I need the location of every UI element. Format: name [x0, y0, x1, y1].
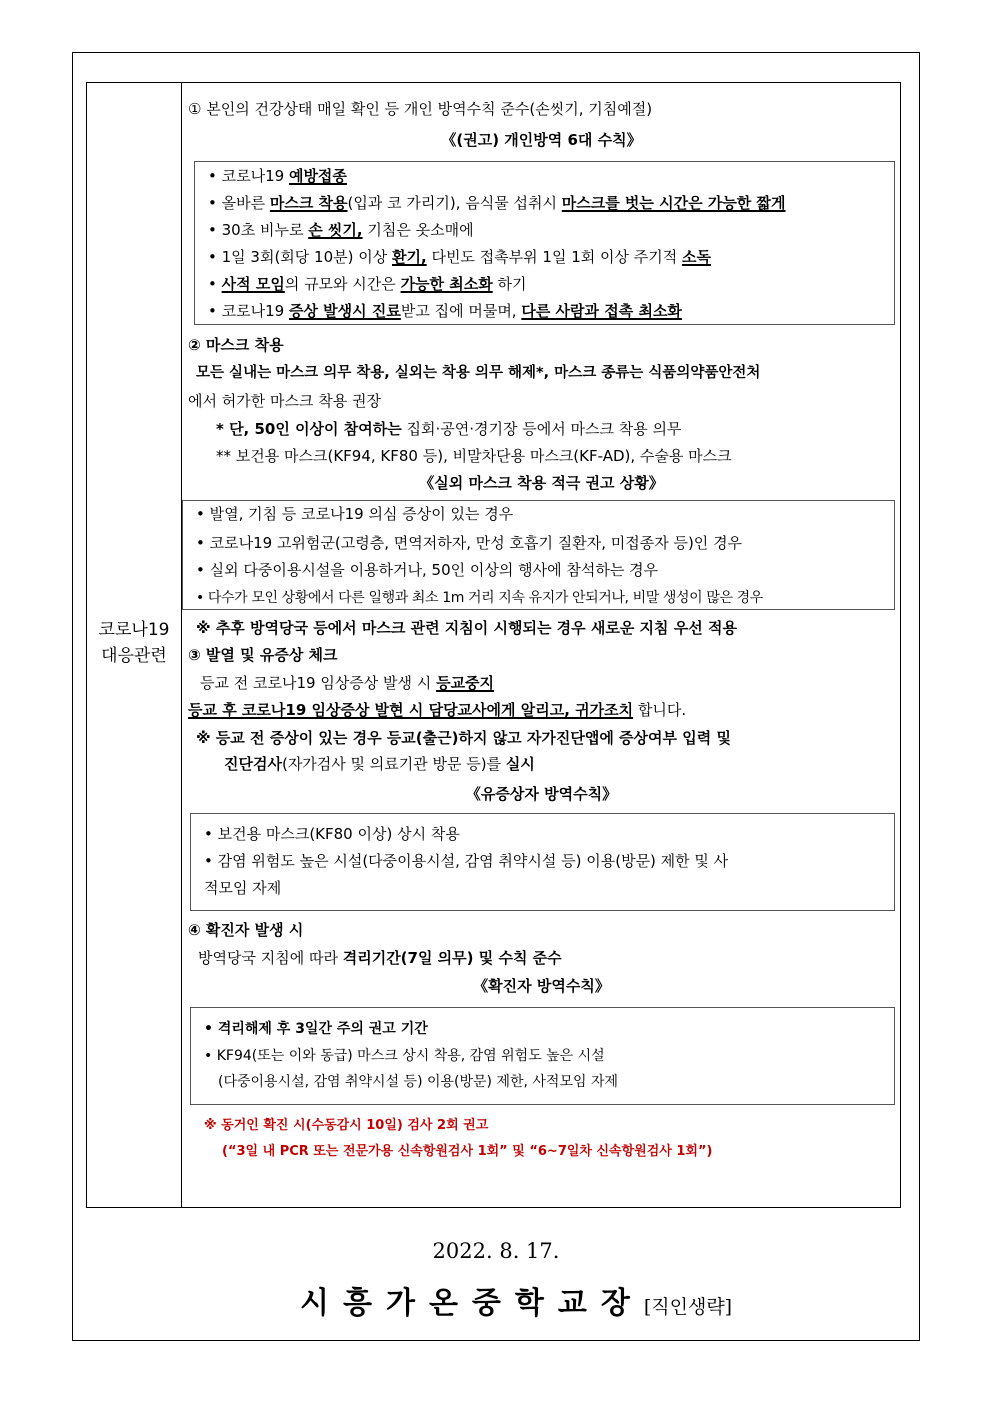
s3-note-line2: 진단검사(자가검사 및 의료기관 방문 등)를 실시 [224, 755, 535, 773]
issue-date: 2022. 8. 17. [432, 1239, 560, 1263]
confirmed-rule: • 격리해제 후 3일간 주의 권고 기간 [204, 1021, 428, 1037]
rule-handwash: • 30초 비누로 손 씻기, 기침은 옷소매에 [208, 221, 474, 239]
confirmed-rule: • KF94(또는 이와 동급) 마스크 상시 착용, 감염 위험도 높은 시설 [204, 1048, 605, 1064]
seal-omitted: [직인생략] [643, 1296, 733, 1318]
rule-symptoms: • 코로나19 증상 발생시 진료받고 집에 머물며, 다른 사람과 접촉 최소화 [208, 302, 682, 320]
s2-paragraph-line2: 에서 허가한 마스크 착용 권장 [188, 392, 381, 410]
s3-subtitle: 《유증상자 방역수칙》 [465, 785, 618, 803]
column-divider [181, 82, 182, 1208]
s4-red-note-line1: ※ 동거인 확진 시(수동감시 10일) 검사 2회 권고 [204, 1118, 489, 1133]
s3-line1: 등교 전 코로나19 임상증상 발생 시 등교중지 [200, 674, 495, 692]
s2-note1: * 단, 50인 이상이 참여하는 집회·공연·경기장 등에서 마스크 착용 의무 [216, 420, 682, 438]
situation-item: • 발열, 기침 등 코로나19 의심 증상이 있는 경우 [196, 505, 514, 523]
s3-title: ③ 발열 및 유증상 체크 [188, 646, 338, 664]
s2-title: ② 마스크 착용 [188, 336, 284, 354]
s2-paragraph-line1: 모든 실내는 마스크 의무 착용, 실외는 착용 의무 해제*, 마스크 종류는 식품의약품안전처 [196, 365, 761, 381]
s4-subtitle: 《확진자 방역수칙》 [473, 977, 610, 995]
s4-red-note-line2: (“3일 내 PCR 또는 전문가용 신속항원검사 1회” 및 “6~7일차 신속항원검사 1회”) [222, 1144, 713, 1159]
rule-mask: • 올바른 마스크 착용(입과 코 가리기), 음식물 섭취시 마스크를 벗는 시간은 가능한 짧게 [208, 194, 786, 212]
s4-title: ④ 확진자 발생 시 [188, 921, 304, 939]
s2-note2: ** 보건용 마스크(KF94, KF80 등), 비말차단용 마스크(KF-AD), 수술용 마스크 [216, 447, 732, 465]
s2-notice: ※ 추후 방역당국 등에서 마스크 관련 지침이 시행되는 경우 새로운 지침 우선 적용 [196, 619, 737, 637]
rule-gathering: • 사적 모임의 규모와 시간은 가능한 최소화 하기 [208, 275, 527, 293]
rule-ventilation: • 1일 3회(회당 10분) 이상 환기, 다빈도 접촉부위 1일 1회 이상 주기적 소독 [208, 248, 711, 266]
category-label [87, 617, 181, 669]
s1-title: ① 본인의 건강상태 매일 확인 등 개인 방역수칙 준수(손씻기, 기침예절) [188, 100, 653, 118]
s3-line2: 등교 후 코로나19 임상증상 발현 시 담당교사에게 알리고, 귀가조치 합니다. [188, 701, 687, 719]
category-label-line2: 대응관련 [101, 646, 167, 666]
category-label-line1: 코로나19 [98, 620, 170, 640]
rule-vaccination: • 코로나19 예방접종 [208, 167, 347, 185]
signature [300, 1278, 732, 1322]
situation-item: • 실외 다중이용시설을 이용하거나, 50인 이상의 행사에 참석하는 경우 [196, 561, 659, 579]
s4-line1: 방역당국 지침에 따라 격리기간(7일 의무) 및 수칙 준수 [198, 949, 562, 967]
s3-note-line1: ※ 등교 전 증상이 있는 경우 등교(출근)하지 않고 자가진단앱에 증상여부 입력 및 [196, 729, 731, 747]
symptom-rule: • 보건용 마스크(KF80 이상) 상시 착용 [204, 825, 460, 843]
symptom-rule: 적모임 자제 [204, 879, 282, 897]
confirmed-rule: (다중이용시설, 감염 취약시설 등) 이용(방문) 제한, 사적모임 자제 [218, 1074, 618, 1090]
situation-item: • 코로나19 고위험군(고령층, 면역저하자, 만성 호흡기 질환자, 미접종자 등)인 경우 [196, 534, 743, 552]
school-principal: 시흥가온중학교장 [300, 1286, 644, 1321]
s2-subtitle: 《실외 마스크 착용 적극 권고 상황》 [419, 474, 664, 492]
symptom-rule: • 감염 위험도 높은 시설(다중이용시설, 감염 취약시설 등) 이용(방문) 제한 및 사 [204, 852, 729, 870]
situation-item: • 다수가 모인 상황에서 다른 일행과 최소 1m 거리 지속 유지가 안되거나, 비말 생성이 많은 경우 [196, 590, 763, 606]
s1-subtitle: 《(권고) 개인방역 6대 수칙》 [441, 131, 642, 149]
